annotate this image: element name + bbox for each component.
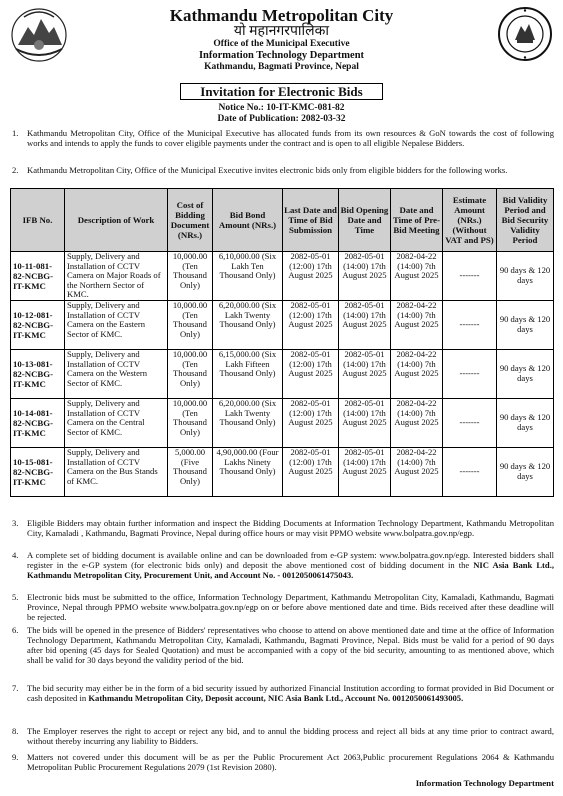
validity-period: 90 days & 120 days [497,301,554,350]
submission-date: 2082-05-01 (12:00) 17th August 2025 [283,301,339,350]
bid-bond: 6,20,000.00 (Six Lakh Twenty Thousand Only) [213,301,283,350]
note-4-number: 4. [12,550,19,560]
note-7-body: The bid security may either be in the form of a bid security issued by authorized Financial Institution according to format provided in Bid Document or cash deposited in [27,683,554,703]
publication-date: Date of Publication: 2082-03-32 [217,114,346,124]
work-description: Supply, Delivery and Installation of CCTV Camera on Major Roads of the Northern Sector of KMC. [65,252,168,301]
work-description: Supply, Delivery and Installation of CCTV Camera on the Western Sector of KMC. [65,350,168,399]
document-cost: 10,000.00 (Ten Thousand Only) [168,350,213,399]
org-title-nepali: यो महानगरपालिका [233,24,330,39]
opening-date: 2082-05-01 (14:00) 17th August 2025 [339,350,391,399]
submission-date: 2082-05-01 (12:00) 17th August 2025 [283,448,339,497]
note-4-bank-account: NIC Asia Bank Ltd., Kathmandu Metropolitan City, Procurement Unit, and Account No. - 0012050061475043. [27,560,554,580]
note-7-deposit-account: Kathmandu Metropolitan City, Deposit account, NIC Asia Bank Ltd., Account No. 0012050061493005. [88,693,464,703]
col-header: Estimate Amount (NRs.) (Without VAT and PS) [443,189,497,252]
note-4-body: A complete set of bidding document is available online and can be downloaded from e-GP system: www.bolpatra.gov.np/egp. Interested bidders shall register in the e-GP system (for electronic bids only) and deposit the above mentioned cost of bidding document in the [27,550,554,570]
ifb-number: 10-14-081-82-NCBG-IT-KMC [11,399,65,448]
note-7-text [27,683,554,703]
col-header: Description of Work [65,189,168,252]
estimate-amount: ------- [443,350,497,399]
department-name: Information Technology Department [198,50,365,61]
note-8-number: 8. [12,726,19,736]
opening-date: 2082-05-01 (14:00) 17th August 2025 [339,448,391,497]
office-name: Office of the Municipal Executive [213,39,350,49]
note-9-number: 9. [12,752,19,762]
intro-2-number: 2. [12,165,19,175]
table-row [11,448,554,497]
table-header-row [11,189,554,252]
ifb-number: 10-12-081-82-NCBG-IT-KMC [11,301,65,350]
bid-bond: 6,10,000.00 (Six Lakh Ten Thousand Only) [213,252,283,301]
invitation-title: Invitation for Electronic Bids [180,83,383,100]
note-4-text [27,550,554,580]
prebid-date: 2082-04-22 (14:00) 7th August 2025 [391,399,443,448]
validity-period: 90 days & 120 days [497,252,554,301]
prebid-date: 2082-04-22 (14:00) 7th August 2025 [391,301,443,350]
note-3-number: 3. [12,518,19,528]
note-9-text: Matters not covered under this document will be as per the Public Procurement Act 2063,Public procurement Regulations 2064 & Kathmandu Metropolitan Public Procurement Regulations 2079 (1st Revision 2080). [27,752,554,772]
intro-1-number: 1. [12,128,19,138]
opening-date: 2082-05-01 (14:00) 17th August 2025 [339,399,391,448]
col-header: Bid Validity Period and Bid Security Validity Period [497,189,554,252]
note-3-text: Eligible Bidders may obtain further information and inspect the Bidding Documents at Information Technology Department, Kathmandu Metropolitan City, Kamaladi , Kathmandu, Bagmati Province, Nepal during office hours or may visit PPMO website www.bolpatra.gov.np/egp. [27,518,554,538]
note-6-number: 6. [12,625,19,635]
table-row [11,301,554,350]
col-header: IFB No. [11,189,65,252]
col-header: Cost of Bidding Document (NRs.) [168,189,213,252]
table-row [11,399,554,448]
col-header: Bid Bond Amount (NRs.) [213,189,283,252]
ifb-number: 10-11-081-82-NCBG-IT-KMC [11,252,65,301]
ifb-number: 10-13-081-82-NCBG-IT-KMC [11,350,65,399]
note-5-text: Electronic bids must be submitted to the office, Information Technology Department, Kathmandu Metropolitan City, Kamaladi, Kathmandu, Bagmati Province, Nepal through PPMO website www.bolpatra.gov.np/egp on or before above mentioned date and time. Bids received after these deadline will be rejected. [27,592,554,622]
notice-meta [0,103,563,125]
intro-1-text: Kathmandu Metropolitan City, Office of the Municipal Executive has allocated funds from its own resources & GoN towards the cost of following works and intends to apply the funds to cover eligible payments under the contract and is open to all eligible Nepalese Bidders. [27,128,554,148]
table-row [11,252,554,301]
estimate-amount: ------- [443,252,497,301]
submission-date: 2082-05-01 (12:00) 17th August 2025 [283,399,339,448]
notice-number: Notice No.: 10-IT-KMC-081-82 [218,103,345,113]
work-description: Supply, Delivery and Installation of CCTV Camera on the Eastern Sector of KMC. [65,301,168,350]
opening-date: 2082-05-01 (14:00) 17th August 2025 [339,252,391,301]
document-cost: 5,000.00 (Five Thousand Only) [168,448,213,497]
estimate-amount: ------- [443,399,497,448]
estimate-amount: ------- [443,448,497,497]
validity-period: 90 days & 120 days [497,399,554,448]
bid-bond: 6,20,000.00 (Six Lakh Twenty Thousand Only) [213,399,283,448]
intro-2-text: Kathmandu Metropolitan City, Office of the Municipal Executive invites electronic bids only from eligible bidders for the following works. [27,165,508,175]
note-5-number: 5. [12,592,19,602]
letterhead [0,6,563,73]
work-description: Supply, Delivery and Installation of CCTV Camera on the Bus Stands of KMC. [65,448,168,497]
prebid-date: 2082-04-22 (14:00) 7th August 2025 [391,252,443,301]
bid-bond: 4,90,000.00 (Four Lakhs Ninety Thousand Only) [213,448,283,497]
table-row [11,350,554,399]
opening-date: 2082-05-01 (14:00) 17th August 2025 [339,301,391,350]
footer-signature: Information Technology Department [415,778,554,788]
col-header: Last Date and Time of Bid Submission [283,189,339,252]
prebid-date: 2082-04-22 (14:00) 7th August 2025 [391,350,443,399]
document-cost: 10,000.00 (Ten Thousand Only) [168,252,213,301]
submission-date: 2082-05-01 (12:00) 17th August 2025 [283,252,339,301]
validity-period: 90 days & 120 days [497,448,554,497]
col-header: Bid Opening Date and Time [339,189,391,252]
validity-period: 90 days & 120 days [497,350,554,399]
document-cost: 10,000.00 (Ten Thousand Only) [168,301,213,350]
submission-date: 2082-05-01 (12:00) 17th August 2025 [283,350,339,399]
col-header: Date and Time of Pre-Bid Meeting [391,189,443,252]
note-6-text: The bids will be opened in the presence of Bidders' representatives who choose to attend on above mentioned date and time at the office of Information Technology Department, Kathmandu Metropolitan City, Kamaladi, Kathmandu, Bagmati Province, Nepal. Bids must be valid for a period of 90 days after bid opening (45 days for Sealed Quotation) and must be accompanied with a copy of the bid security, amounting to as mentioned above, which shall be valid for 30 days beyond the validity period of the bid. [27,625,554,665]
bid-bond: 6,15,000.00 (Six Lakh Fifteen Thousand Only) [213,350,283,399]
estimate-amount: ------- [443,301,497,350]
prebid-date: 2082-04-22 (14:00) 7th August 2025 [391,448,443,497]
note-8-text: The Employer reserves the right to accept or reject any bid, and to annul the bidding process and reject all bids at any time prior to contract award, without thereby incurring any liability to Bidders. [27,726,554,746]
bids-table [10,188,554,497]
document-cost: 10,000.00 (Ten Thousand Only) [168,399,213,448]
ifb-number: 10-15-081-82-NCBG-IT-KMC [11,448,65,497]
note-7-number: 7. [12,683,19,693]
work-description: Supply, Delivery and Installation of CCTV Camera on the Central Sector of KMC. [65,399,168,448]
org-title: Kathmandu Metropolitan City [169,6,394,25]
address: Kathmandu, Bagmati Province, Nepal [204,62,359,72]
